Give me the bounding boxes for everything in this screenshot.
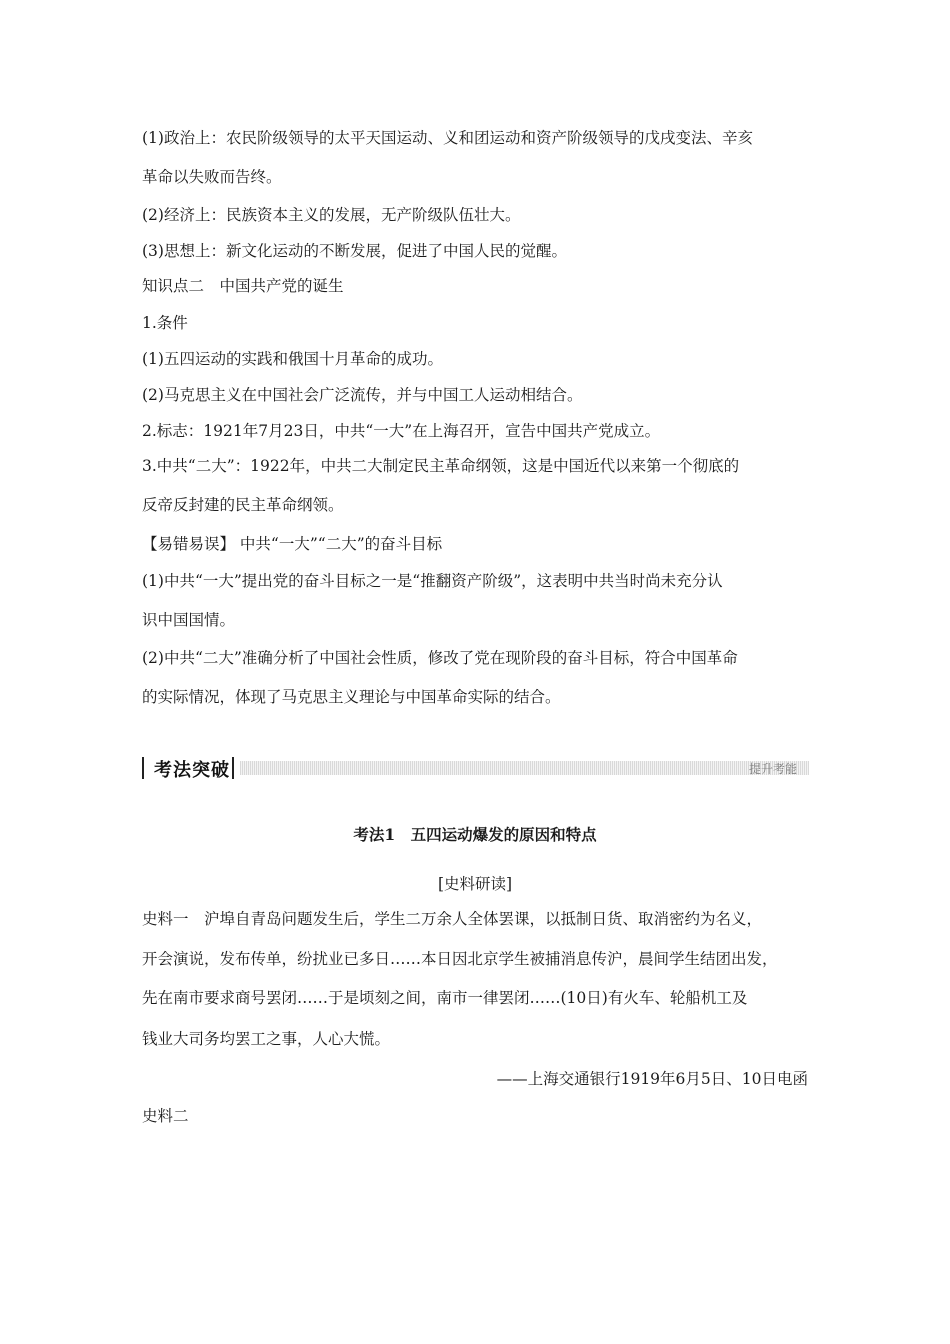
text-line: (2)经济上：民族资本主义的发展，无产阶级队伍壮大。 — [142, 206, 521, 224]
text-line: 识中国国情。 — [142, 611, 236, 629]
text-line: (1)政治上：农民阶级领导的太平天国运动、义和团运动和资产阶级领导的戊戌变法、辛亥 — [142, 129, 753, 147]
banner-title: 考法突破 — [154, 760, 230, 781]
text-line: (3)思想上：新文化运动的不断发展，促进了中国人民的觉醒。 — [142, 242, 567, 260]
material2-label: 史料二 — [142, 1107, 189, 1125]
text-line: 1.条件 — [142, 314, 188, 332]
common-error-heading: 【易错易误】 中共“一大”“二大”的奋斗目标 — [142, 535, 443, 553]
banner-subtitle: 提升考能 — [748, 762, 797, 776]
text-line: (1)五四运动的实践和俄国十月革命的成功。 — [142, 350, 443, 368]
knowledge-point-heading: 知识点二 中国共产党的诞生 — [142, 277, 344, 295]
subheading: [史料研读] — [437, 875, 513, 893]
text-line: 反帝反封建的民主革命纲领。 — [142, 496, 344, 514]
banner-divider — [142, 757, 144, 779]
text-line: (2)马克思主义在中国社会广泛流传，并与中国工人运动相结合。 — [142, 386, 583, 404]
text-line: 革命以失败而告终。 — [142, 168, 282, 186]
text-line: (1)中共“一大”提出党的奋斗目标之一是“推翻资产阶级”，这表明中共当时尚未充分认 — [142, 572, 723, 590]
material-line: 先在南市要求商号罢闭……于是顷刻之间，南市一律罢闭……(10日)有火车、轮船机工及 — [142, 989, 748, 1007]
text-line: 2.标志：1921年7月23日，中共“一大”在上海召开，宣告中国共产党成立。 — [142, 422, 661, 440]
source-citation: ——上海交通银行1919年6月5日、10日电函 — [496, 1070, 808, 1088]
banner-stripe — [240, 761, 809, 775]
material-line: 史料一 沪埠自青岛问题发生后，学生二万余人全体罢课，以抵制日货、取消密约为名义， — [142, 910, 763, 928]
material-line: 钱业大司务均罢工之事，人心大慌。 — [142, 1030, 391, 1048]
text-line: 的实际情况，体现了马克思主义理论与中国革命实际的结合。 — [142, 688, 561, 706]
material-line: 开会演说，发布传单，纷扰业已多日……本日因北京学生被捕消息传沪，晨间学生结团出发， — [142, 950, 778, 968]
section-banner — [142, 757, 809, 779]
section-title: 考法1 五四运动爆发的原因和特点 — [353, 825, 597, 844]
banner-divider — [232, 757, 234, 779]
text-line: 3.中共“二大”：1922年，中共二大制定民主革命纲领，这是中国近代以来第一个彻底的 — [142, 457, 740, 475]
text-line: (2)中共“二大”准确分析了中国社会性质，修改了党在现阶段的奋斗目标，符合中国革命 — [142, 649, 738, 667]
